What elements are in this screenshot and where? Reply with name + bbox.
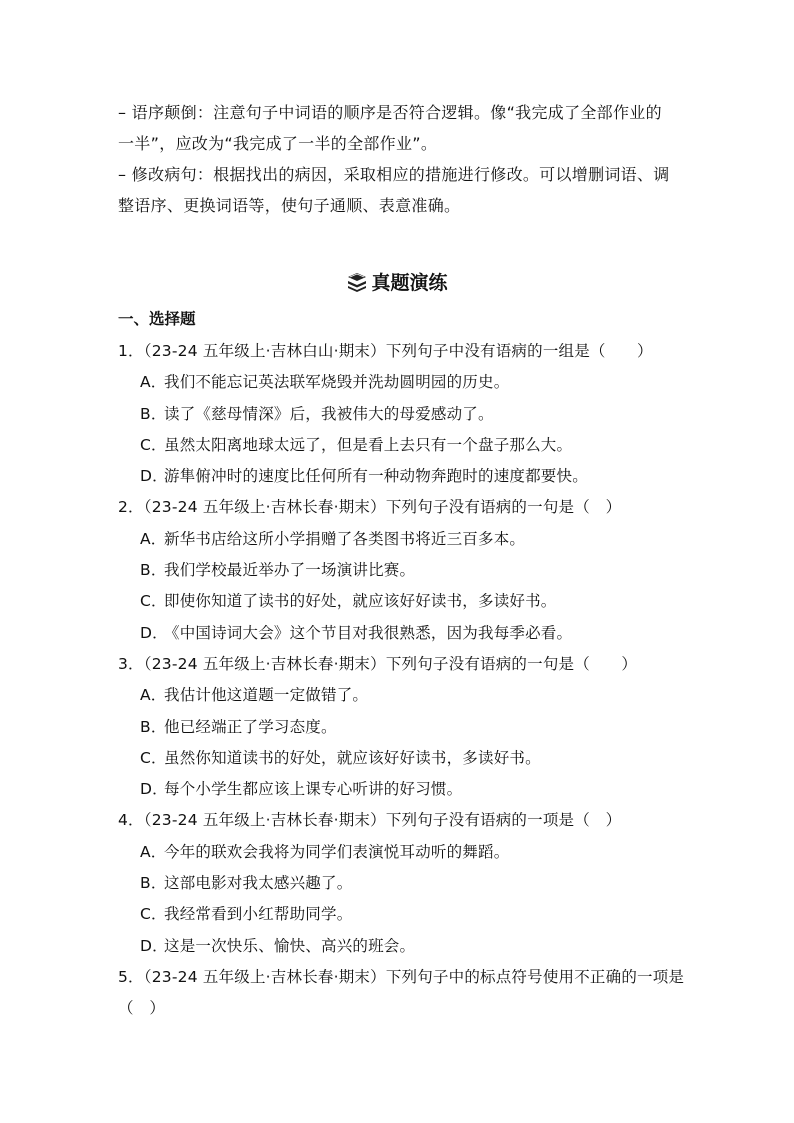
intro-text: – 修改病句：根据找出的病因，采取相应的措施进行修改。可以增删词语、调整语序、更换词语等，使句子通顺、表意准确。 (118, 165, 670, 215)
option-text: 新华书店给这所小学捐赠了各类图书将近三百多本。 (164, 529, 526, 548)
option-c[interactable] (118, 899, 688, 930)
question-4 (118, 805, 688, 961)
option-b[interactable] (118, 399, 688, 430)
option-b[interactable] (118, 712, 688, 743)
option-text: 《中国诗词大会》这个节目对我很熟悉，因为我每季必看。 (164, 623, 573, 642)
option-letter: A． (140, 686, 167, 705)
option-letter: A． (140, 842, 167, 861)
option-letter: C． (140, 905, 167, 924)
option-c[interactable] (118, 430, 688, 461)
option-a[interactable] (118, 680, 688, 711)
intro-paragraph-word-order (118, 97, 678, 159)
question-list (118, 336, 688, 1025)
option-text: 这是一次快乐、愉快、高兴的班会。 (164, 936, 416, 955)
option-text: 即使你知道了读书的好处，就应该好好读书，多读好书。 (164, 592, 557, 611)
option-letter: B． (140, 404, 167, 423)
intro-paragraph-revision (118, 159, 678, 221)
option-letter: C． (140, 592, 167, 611)
option-text: 我经常看到小红帮助同学。 (164, 905, 353, 924)
option-text: 每个小学生都应该上课专心听讲的好习惯。 (164, 780, 463, 799)
question-stem: 5．（23-24 五年级上·吉林长春·期末）下列句子中的标点符号使用不正确的一项是（ ） (118, 967, 685, 1018)
option-letter: C． (140, 748, 167, 767)
question-1 (118, 336, 688, 492)
option-letter: B． (140, 717, 167, 736)
option-letter: D． (140, 780, 168, 799)
option-text: 虽然太阳离地球太远了，但是看上去只有一个盘子那么大。 (164, 435, 573, 454)
option-letter: A． (140, 373, 167, 392)
option-text: 我估计他这道题一定做错了。 (164, 686, 369, 705)
section-title-text: 真题演练 (371, 272, 448, 294)
option-b[interactable] (118, 868, 688, 899)
option-text: 他已经端正了学习态度。 (164, 717, 337, 736)
question-stem: 3．（23-24 五年级上·吉林长春·期末）下列句子没有语病的一句是（ ） (118, 654, 638, 673)
option-letter: D． (140, 623, 168, 642)
option-letter: D． (140, 936, 168, 955)
option-text: 我们不能忘记英法联军烧毁并洗劫圆明园的历史。 (164, 373, 510, 392)
option-letter: B． (140, 874, 167, 893)
option-d[interactable] (118, 931, 688, 962)
section-title (0, 268, 794, 298)
option-d[interactable] (118, 461, 688, 492)
option-text: 我们学校最近举办了一场演讲比赛。 (164, 561, 416, 580)
option-letter: D． (140, 467, 168, 486)
part-heading: 一、选择题 (118, 310, 196, 328)
option-d[interactable] (118, 618, 688, 649)
option-text: 读了《慈母情深》后，我被伟大的母爱感动了。 (164, 404, 494, 423)
option-letter: B． (140, 561, 167, 580)
option-c[interactable] (118, 586, 688, 617)
intro-text: – 语序颠倒：注意句子中词语的顺序是否符合逻辑。像“我完成了全部作业的一半”，应改为“我完成了一半的全部作业”。 (118, 103, 662, 153)
question-stem: 1．（23-24 五年级上·吉林白山·期末）下列句子中没有语病的一组是（ ） (118, 342, 653, 360)
question-3 (118, 649, 688, 805)
option-c[interactable] (118, 743, 688, 774)
option-b[interactable] (118, 555, 688, 586)
option-text: 这部电影对我太感兴趣了。 (164, 874, 353, 893)
option-a[interactable] (118, 367, 688, 398)
option-text: 虽然你知道读书的好处，就应该好好读书，多读好书。 (164, 748, 541, 767)
books-icon (346, 271, 368, 291)
option-text: 今年的联欢会我将为同学们表演悦耳动听的舞蹈。 (164, 842, 510, 861)
question-2 (118, 492, 688, 648)
option-letter: C． (140, 435, 167, 454)
option-d[interactable] (118, 774, 688, 805)
question-stem: 2．（23-24 五年级上·吉林长春·期末）下列句子没有语病的一句是（ ） (118, 498, 622, 517)
question-5 (118, 962, 688, 1025)
option-a[interactable] (118, 524, 688, 555)
option-text: 游隼俯冲时的速度比任何所有一种动物奔跑时的速度都要快。 (164, 467, 588, 486)
option-a[interactable] (118, 837, 688, 868)
question-stem: 4．（23-24 五年级上·吉林长春·期末）下列句子没有语病的一项是（ ） (118, 811, 622, 830)
option-letter: A． (140, 529, 167, 548)
